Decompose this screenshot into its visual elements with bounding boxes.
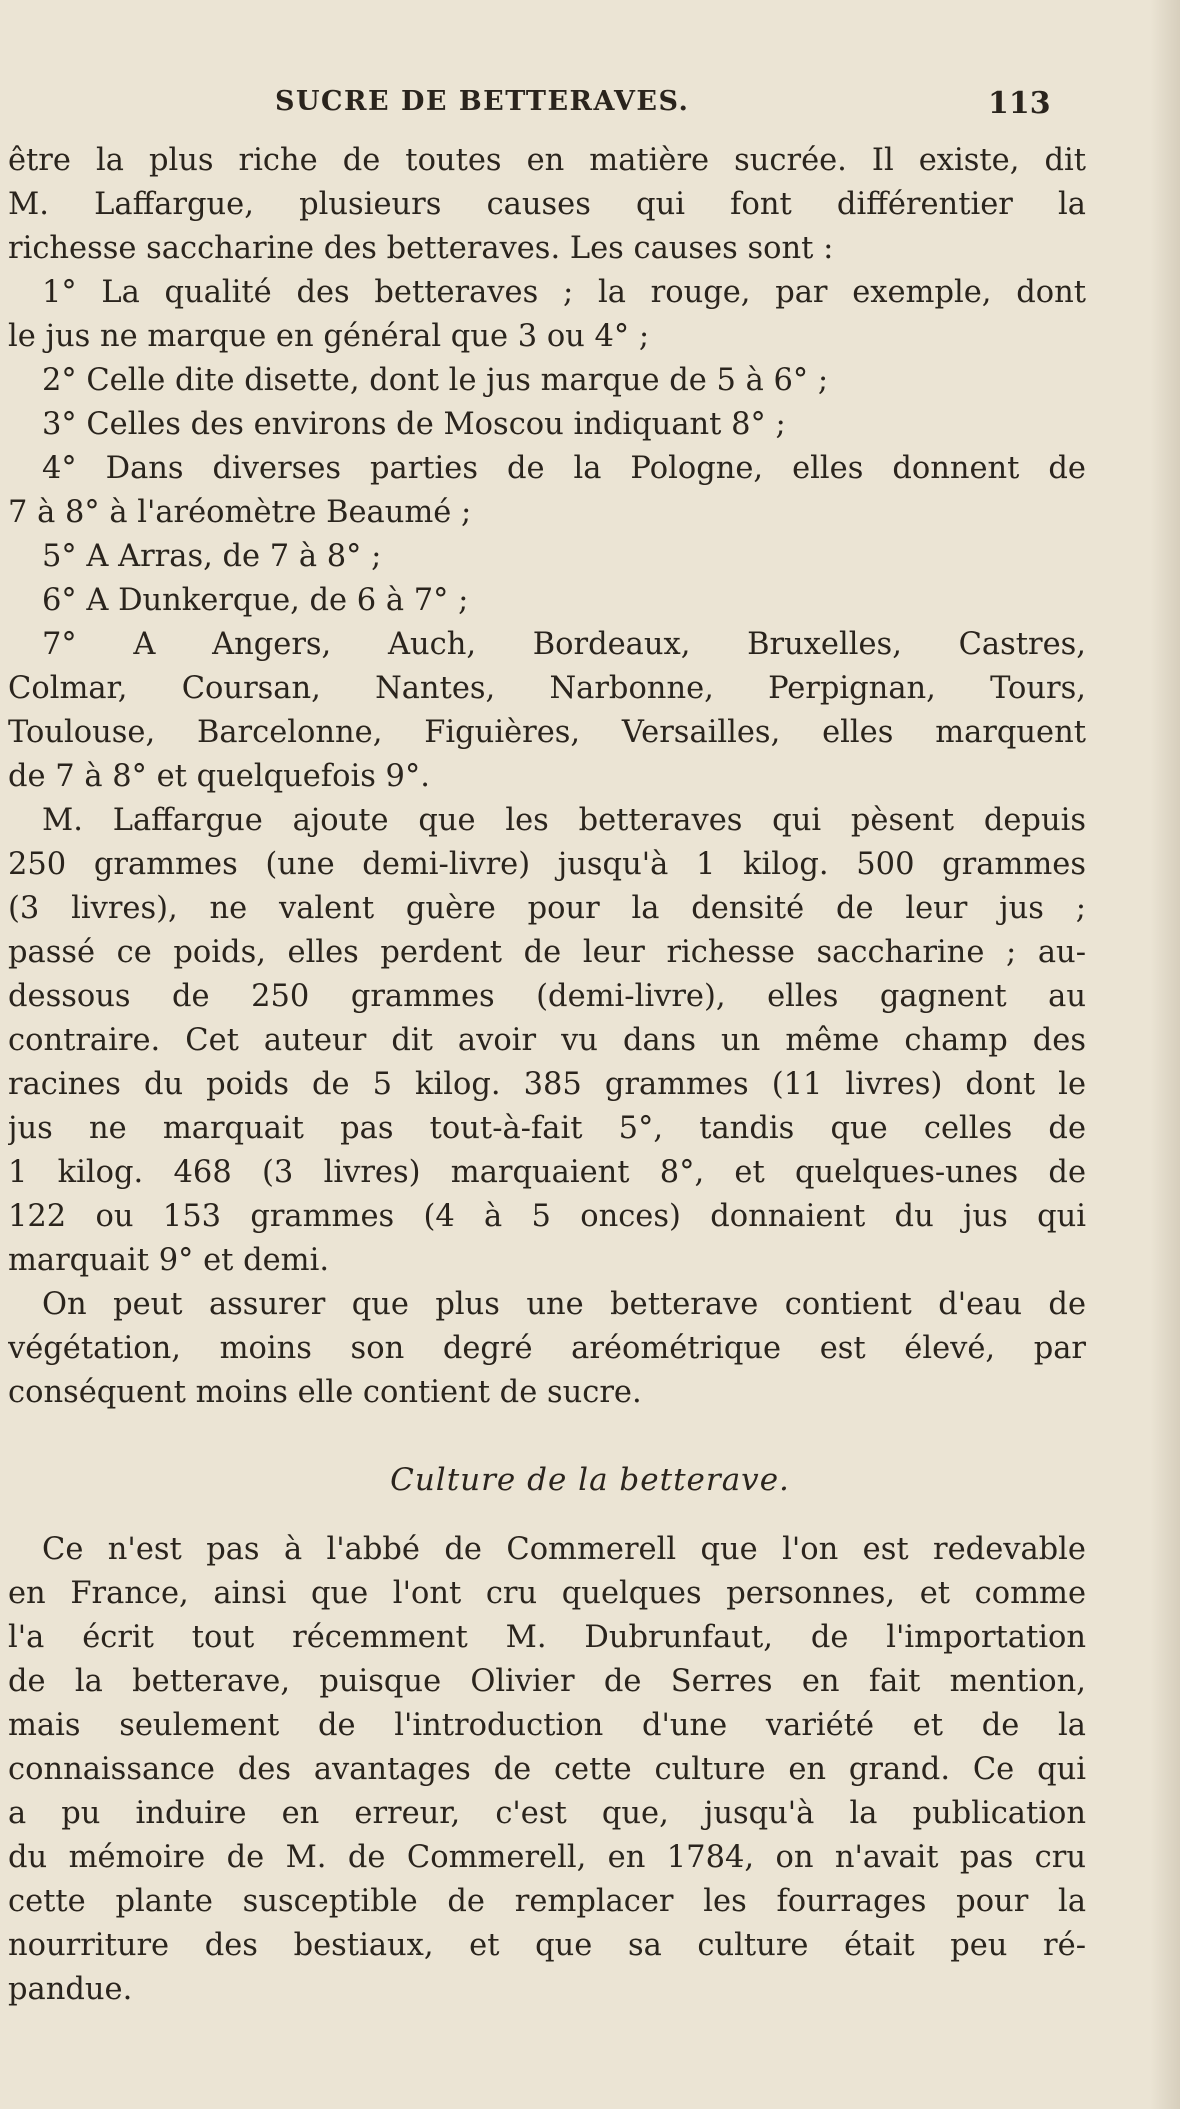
- text-line: dessous de 250 grammes (demi-livre), elles gagnent au: [8, 979, 1086, 1014]
- text-line: jus ne marquait pas tout-à-fait 5°, tandis que celles de: [8, 1111, 1086, 1146]
- text-line: On peut assurer que plus une betterave contient d'eau de: [42, 1287, 1086, 1322]
- text-line: être la plus riche de toutes en matière sucrée. Il existe, dit: [8, 143, 1086, 178]
- text-line: 6° A Dunkerque, de 6 à 7° ;: [42, 583, 469, 618]
- text-line: marquait 9° et demi.: [8, 1243, 330, 1278]
- text-line: connaissance des avantages de cette culture en grand. Ce qui: [8, 1752, 1086, 1787]
- page-spine-shadow: [1150, 0, 1180, 2109]
- text-line: nourriture des bestiaux, et que sa culture était peu ré-: [8, 1928, 1086, 1963]
- text-line: racines du poids de 5 kilog. 385 grammes (11 livres) dont le: [8, 1067, 1086, 1102]
- text-line: 2° Celle dite disette, dont le jus marque de 5 à 6° ;: [42, 363, 829, 398]
- text-line: 7 à 8° à l'aréomètre Beaumé ;: [8, 495, 472, 530]
- section-heading: Culture de la betterave.: [390, 1462, 790, 1498]
- page-number: 113: [988, 86, 1051, 121]
- text-line: de la betterave, puisque Olivier de Serres en fait mention,: [8, 1664, 1086, 1699]
- text-line: 3° Celles des environs de Moscou indiquant 8° ;: [42, 407, 786, 442]
- text-line: de 7 à 8° et quelquefois 9°.: [8, 759, 430, 794]
- text-line: 1 kilog. 468 (3 livres) marquaient 8°, et quelques-unes de: [8, 1155, 1086, 1190]
- text-line: le jus ne marque en général que 3 ou 4° ;: [8, 319, 650, 354]
- page-header: [0, 86, 1180, 126]
- text-line: 4° Dans diverses parties de la Pologne, elles donnent de: [42, 451, 1086, 486]
- text-line: 122 ou 153 grammes (4 à 5 onces) donnaient du jus qui: [8, 1199, 1086, 1234]
- text-line: a pu induire en erreur, c'est que, jusqu'à la publication: [8, 1796, 1086, 1831]
- text-line: pandue.: [8, 1972, 133, 2007]
- text-line: contraire. Cet auteur dit avoir vu dans un même champ des: [8, 1023, 1086, 1058]
- text-line: passé ce poids, elles perdent de leur richesse saccharine ; au-: [8, 935, 1086, 970]
- text-line: Ce n'est pas à l'abbé de Commerell que l'on est redevable: [42, 1532, 1086, 1567]
- text-line: cette plante susceptible de remplacer les fourrages pour la: [8, 1884, 1086, 1919]
- text-line: Colmar, Coursan, Nantes, Narbonne, Perpignan, Tours,: [8, 671, 1086, 706]
- text-line: 5° A Arras, de 7 à 8° ;: [42, 539, 382, 574]
- text-line: M. Laffargue, plusieurs causes qui font différentier la: [8, 187, 1086, 222]
- running-head: SUCRE DE BETTERAVES.: [275, 86, 690, 117]
- text-line: du mémoire de M. de Commerell, en 1784, on n'avait pas cru: [8, 1840, 1086, 1875]
- text-line: 1° La qualité des betteraves ; la rouge, par exemple, dont: [42, 275, 1086, 310]
- text-line: Toulouse, Barcelonne, Figuières, Versailles, elles marquent: [8, 715, 1086, 750]
- text-line: conséquent moins elle contient de sucre.: [8, 1375, 642, 1410]
- text-line: végétation, moins son degré aréométrique est élevé, par: [8, 1331, 1086, 1366]
- text-line: 7° A Angers, Auch, Bordeaux, Bruxelles, Castres,: [42, 627, 1086, 662]
- text-line: 250 grammes (une demi-livre) jusqu'à 1 kilog. 500 grammes: [8, 847, 1086, 882]
- text-line: mais seulement de l'introduction d'une variété et de la: [8, 1708, 1086, 1743]
- text-line: en France, ainsi que l'ont cru quelques personnes, et comme: [8, 1576, 1086, 1611]
- text-line: (3 livres), ne valent guère pour la densité de leur jus ;: [8, 891, 1086, 926]
- text-line: M. Laffargue ajoute que les betteraves qui pèsent depuis: [42, 803, 1086, 838]
- text-line: l'a écrit tout récemment M. Dubrunfaut, de l'importation: [8, 1620, 1086, 1655]
- text-line: richesse saccharine des betteraves. Les causes sont :: [8, 231, 834, 266]
